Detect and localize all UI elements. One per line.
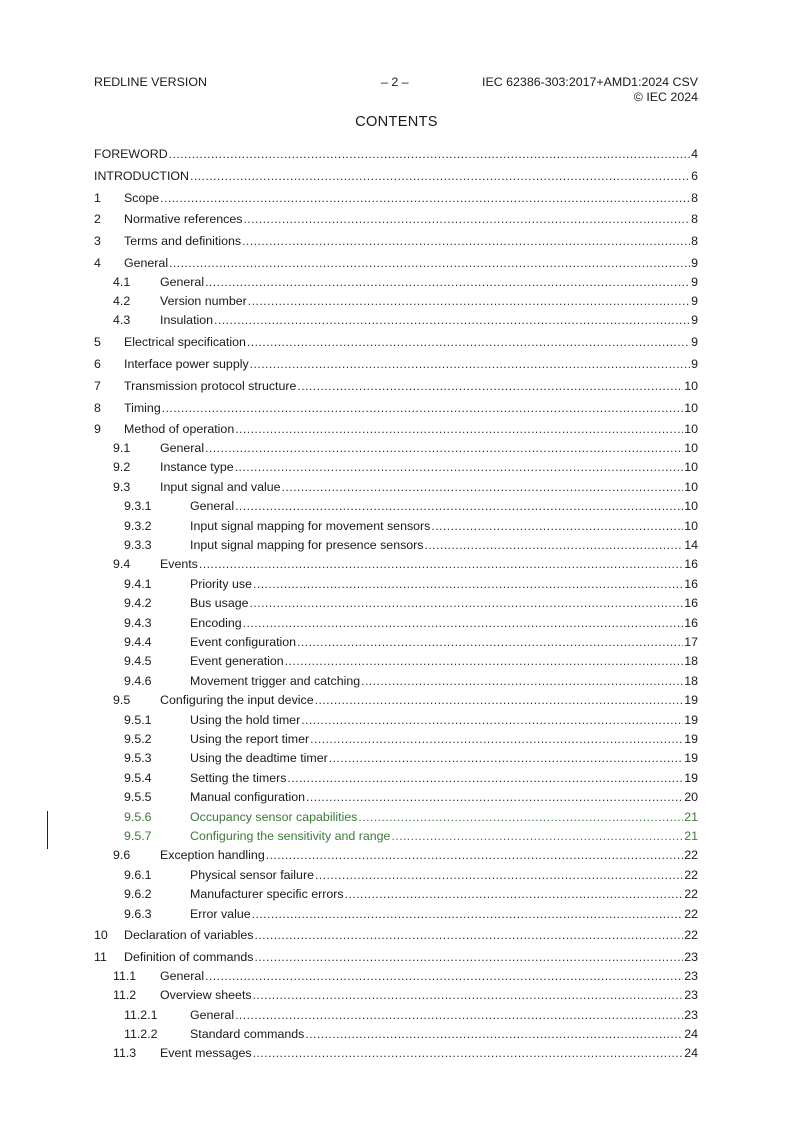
toc-entry-number: 8	[94, 400, 101, 415]
toc-entry-page-number: 22	[684, 867, 698, 882]
toc-entry-leader-line	[94, 168, 698, 184]
toc-entry-leader-line	[190, 789, 698, 805]
toc-entry-title: Event configuration	[190, 635, 297, 649]
toc-dot-leader	[205, 440, 683, 456]
toc-dot-leader	[205, 968, 683, 984]
toc-entry-number: 6	[94, 357, 101, 371]
toc-entry[interactable]	[94, 576, 698, 592]
toc-entry-number: 9.6	[113, 848, 131, 863]
toc-dot-leader	[285, 653, 684, 669]
toc-entry-number: 11.2.2	[124, 1027, 158, 1041]
toc-entry-leader-line	[190, 770, 698, 786]
toc-entry-page-number: 14	[684, 538, 698, 552]
toc-entry[interactable]	[94, 770, 698, 786]
toc-entry-title: Normative references	[124, 212, 243, 227]
toc-entry[interactable]	[94, 537, 698, 553]
toc-dot-leader	[235, 498, 683, 514]
toc-dot-leader	[301, 712, 683, 728]
toc-entry[interactable]	[94, 1007, 698, 1023]
toc-entry-page-number: 9	[691, 294, 698, 308]
toc-dot-leader	[329, 750, 683, 766]
toc-entry[interactable]	[94, 949, 698, 965]
toc-dot-leader	[253, 1045, 684, 1061]
toc-entry-leader-line	[160, 312, 698, 328]
toc-entry-leader-line	[124, 334, 698, 350]
toc-entry[interactable]	[94, 400, 698, 416]
toc-dot-leader	[250, 595, 684, 611]
toc-entry-leader-line	[160, 293, 698, 309]
header-standard-number: IEC 62386-303:2017+AMD1:2024 CSV	[482, 75, 698, 89]
toc-entry-page-number: 22	[684, 848, 698, 863]
toc-entry-title: Terms and definitions	[124, 234, 242, 249]
toc-entry-leader-line	[190, 906, 698, 922]
toc-entry-number: 11.3	[113, 1046, 137, 1061]
toc-entry-leader-line	[94, 146, 698, 162]
toc-entry[interactable]	[94, 233, 698, 249]
toc-entry-leader-line	[160, 556, 698, 572]
toc-dot-leader	[306, 789, 683, 805]
toc-dot-leader	[243, 211, 690, 227]
toc-dot-leader	[162, 400, 683, 416]
page-title: CONTENTS	[355, 114, 438, 130]
toc-entry-page-number: 16	[684, 576, 698, 591]
toc-entry-number: 9.4.4	[124, 635, 152, 649]
toc-dot-leader	[315, 867, 683, 883]
toc-entry-title: Standard commands	[190, 1027, 305, 1041]
toc-entry-page-number: 18	[684, 654, 698, 669]
toc-entry-page-number: 10	[684, 499, 698, 514]
toc-entry-page-number: 10	[684, 422, 698, 437]
toc-entry-title: Occupancy sensor capabilities	[190, 809, 358, 824]
toc-entry-title: Method of operation	[124, 422, 235, 437]
toc-entry-leader-line	[190, 712, 698, 728]
toc-entry-title: Setting the timers	[190, 770, 287, 785]
toc-dot-leader	[169, 146, 690, 162]
toc-entry-leader-line	[190, 595, 698, 611]
toc-entry-title: Manufacturer specific errors	[190, 887, 344, 902]
toc-entry-leader-line	[190, 634, 698, 650]
toc-entry-title: Movement trigger and catching	[190, 673, 361, 688]
toc-entry-leader-line	[124, 378, 698, 394]
toc-entry-leader-line	[160, 968, 698, 984]
toc-entry-number: 4.3	[113, 313, 131, 328]
toc-entry-title: Using the deadtime timer	[190, 751, 328, 766]
toc-dot-leader	[310, 731, 683, 747]
toc-entry[interactable]	[94, 378, 698, 394]
toc-entry-page-number: 9	[691, 274, 698, 289]
toc-entry[interactable]	[94, 459, 698, 475]
toc-dot-leader	[358, 809, 683, 825]
toc-entry-number: 9.4.6	[124, 673, 152, 688]
toc-entry-number: 9.6.1	[124, 867, 152, 882]
toc-entry-leader-line	[190, 886, 698, 902]
toc-entry-number: 9.5	[113, 693, 131, 708]
toc-entry-page-number: 6	[691, 168, 698, 183]
toc-entry-title: General	[160, 274, 205, 289]
toc-entry[interactable]	[94, 556, 698, 572]
toc-entry-number: 10	[94, 928, 108, 943]
toc-entry-number: 9.4	[113, 557, 131, 572]
toc-entry-page-number: 9	[691, 256, 698, 270]
toc-entry-title: Using the hold timer	[190, 712, 301, 727]
toc-dot-leader	[282, 479, 684, 495]
toc-entry-number: 9.5.3	[124, 751, 152, 766]
toc-entry-title: Interface power supply	[124, 357, 249, 371]
toc-entry-page-number: 22	[684, 928, 698, 943]
toc-entry-number: 9.5.7	[124, 829, 152, 843]
toc-entry-leader-line	[190, 809, 698, 825]
toc-entry-page-number: 20	[684, 790, 698, 805]
toc-entry[interactable]	[94, 312, 698, 328]
toc-dot-leader	[297, 378, 683, 394]
toc-entry-leader-line	[190, 750, 698, 766]
toc-entry-page-number: 8	[691, 212, 698, 227]
toc-entry-page-number: 19	[684, 732, 698, 746]
toc-entry-leader-line	[124, 356, 698, 372]
toc-entry[interactable]	[94, 440, 698, 456]
header-version-label: REDLINE VERSION	[94, 75, 207, 89]
toc-entry-page-number: 16	[684, 615, 698, 630]
toc-entry[interactable]	[94, 1045, 698, 1061]
toc-entry-title: Encoding	[190, 615, 242, 630]
toc-entry-number: 9.6.2	[124, 887, 152, 902]
toc-entry-number: 1	[94, 190, 101, 205]
toc-entry-title: Instance type	[160, 460, 234, 475]
toc-entry-title: Using the report timer	[190, 732, 310, 746]
toc-entry-title: Events	[160, 557, 198, 572]
toc-entry-leader-line	[160, 987, 698, 1003]
toc-entry-title: Priority use	[190, 576, 252, 591]
toc-entry-page-number: 22	[684, 906, 698, 921]
toc-entry[interactable]	[94, 634, 698, 650]
header-standard-id	[482, 75, 698, 105]
toc-entry-leader-line	[190, 867, 698, 883]
toc-entry-title: Event generation	[190, 654, 284, 669]
toc-entry-title: Overview sheets	[160, 988, 252, 1003]
toc-dot-leader	[169, 255, 690, 271]
toc-entry-leader-line	[160, 459, 698, 475]
toc-entry-number: 4.2	[113, 294, 131, 308]
toc-entry[interactable]	[94, 712, 698, 728]
toc-entry[interactable]	[94, 731, 698, 747]
toc-entry[interactable]	[94, 789, 698, 805]
toc-entry-leader-line	[124, 421, 698, 437]
toc-entry-number: 11.1	[113, 968, 137, 983]
toc-entry-page-number: 19	[684, 693, 698, 708]
toc-entry[interactable]	[94, 867, 698, 883]
toc-dot-leader	[160, 190, 690, 206]
toc-entry-page-number: 23	[684, 950, 698, 965]
toc-entry-number: 9.2	[113, 460, 131, 475]
toc-dot-leader	[243, 615, 684, 631]
toc-dot-leader	[253, 576, 683, 592]
toc-entry[interactable]	[94, 987, 698, 1003]
toc-entry-number: 9.1	[113, 441, 131, 455]
toc-entry-number: 9.3.2	[124, 518, 152, 533]
toc-entry-page-number: 9	[691, 313, 698, 328]
toc-entry-title: Scope	[124, 190, 160, 205]
toc-dot-leader	[242, 233, 690, 249]
toc-entry-leader-line	[190, 673, 698, 689]
toc-entry-title: Input signal mapping for presence sensors	[190, 538, 424, 552]
toc-entry-title: Manual configuration	[190, 790, 306, 805]
toc-entry[interactable]	[94, 479, 698, 495]
toc-dot-leader	[305, 1026, 683, 1042]
toc-entry-leader-line	[190, 615, 698, 631]
toc-entry-title: Transmission protocol structure	[124, 378, 297, 393]
toc-dot-leader	[254, 927, 683, 943]
toc-entry[interactable]	[94, 673, 698, 689]
toc-entry[interactable]	[94, 421, 698, 437]
toc-dot-leader	[315, 692, 684, 708]
toc-entry[interactable]	[94, 211, 698, 227]
toc-entry-page-number: 24	[684, 1027, 698, 1041]
toc-entry-title: General	[160, 968, 205, 983]
toc-entry-page-number: 17	[684, 635, 698, 649]
toc-dot-leader	[199, 556, 683, 572]
toc-entry-leader-line	[124, 949, 698, 965]
toc-entry-title: Error value	[190, 906, 251, 921]
toc-entry[interactable]	[94, 190, 698, 206]
toc-entry-page-number: 8	[691, 190, 698, 205]
toc-entry-page-number: 24	[684, 1046, 698, 1061]
toc-entry-leader-line	[124, 233, 698, 249]
toc-entry-title: Bus usage	[190, 596, 249, 611]
toc-entry-title: General	[190, 499, 235, 514]
toc-entry-page-number: 10	[684, 518, 698, 533]
toc-entry-title: Declaration of variables	[124, 928, 254, 943]
toc-entry-page-number: 23	[684, 968, 698, 983]
toc-dot-leader	[361, 673, 683, 689]
toc-dot-leader	[297, 634, 683, 650]
toc-dot-leader	[252, 906, 684, 922]
toc-entry-title: FOREWORD	[94, 147, 168, 161]
toc-entry-number: 11.2	[113, 988, 137, 1003]
toc-entry[interactable]	[94, 518, 698, 534]
toc-entry[interactable]	[94, 1026, 698, 1042]
toc-dot-leader	[235, 1007, 683, 1023]
toc-entry-number: 9.6.3	[124, 906, 152, 921]
toc-entry[interactable]	[94, 692, 698, 708]
toc-entry[interactable]	[94, 927, 698, 943]
revision-change-bar	[47, 811, 48, 849]
toc-entry-page-number: 10	[684, 460, 698, 475]
toc-entry-title: Insulation	[160, 313, 214, 328]
toc-dot-leader	[391, 828, 683, 844]
toc-entry-title: Exception handling	[160, 848, 265, 863]
toc-dot-leader	[254, 949, 683, 965]
toc-dot-leader	[287, 770, 683, 786]
toc-entry-leader-line	[160, 1045, 698, 1061]
toc-entry-number: 11.2.1	[124, 1007, 158, 1022]
toc-entry-page-number: 19	[684, 770, 698, 785]
toc-entry-title: General	[190, 1007, 235, 1022]
toc-dot-leader	[235, 459, 684, 475]
toc-entry-title: Input signal and value	[160, 479, 281, 494]
toc-entry[interactable]	[94, 356, 698, 372]
toc-entry-page-number: 16	[684, 596, 698, 611]
toc-entry-number: 7	[94, 378, 101, 393]
toc-entry[interactable]	[94, 146, 698, 162]
toc-entry-number: 9.5.4	[124, 770, 152, 785]
toc-entry-title: Definition of commands	[124, 950, 254, 965]
toc-entry-leader-line	[160, 274, 698, 290]
toc-entry-number: 9.3.1	[124, 499, 152, 514]
toc-entry-number: 5	[94, 335, 101, 350]
toc-entry-page-number: 23	[684, 1007, 698, 1022]
toc-entry-number: 3	[94, 234, 101, 249]
toc-entry-number: 9.5.2	[124, 732, 152, 746]
toc-entry-number: 11	[94, 950, 107, 965]
toc-entry-leader-line	[190, 653, 698, 669]
toc-entry-page-number: 16	[684, 557, 698, 572]
toc-entry-page-number: 23	[684, 988, 698, 1003]
toc-dot-leader	[190, 168, 690, 184]
toc-dot-leader	[248, 293, 690, 309]
toc-entry-number: 9.3.3	[124, 538, 152, 552]
toc-entry[interactable]	[94, 750, 698, 766]
toc-entry[interactable]	[94, 906, 698, 922]
toc-dot-leader	[247, 334, 690, 350]
toc-dot-leader	[253, 987, 684, 1003]
toc-entry-title: Input signal mapping for movement sensors	[190, 518, 431, 533]
toc-entry-title: Timing	[124, 400, 161, 415]
toc-entry-number: 9.5.1	[124, 712, 152, 727]
toc-entry-number: 4.1	[113, 274, 131, 289]
toc-entry[interactable]	[94, 168, 698, 184]
toc-entry-page-number: 8	[691, 234, 698, 249]
toc-entry[interactable]	[94, 274, 698, 290]
toc-entry-leader-line	[160, 847, 698, 863]
toc-entry[interactable]	[94, 886, 698, 902]
toc-entry[interactable]	[94, 828, 698, 844]
toc-entry-number: 2	[94, 212, 101, 227]
toc-entry-number: 9.5.5	[124, 790, 152, 805]
toc-entry-page-number: 4	[691, 147, 698, 161]
toc-entry-leader-line	[190, 498, 698, 514]
toc-dot-leader	[235, 421, 683, 437]
toc-entry-page-number: 10	[684, 441, 698, 455]
toc-entry-leader-line	[160, 692, 698, 708]
toc-entry[interactable]	[94, 595, 698, 611]
toc-entry[interactable]	[94, 255, 698, 271]
header-copyright: © IEC 2024	[633, 90, 698, 104]
toc-entry-number: 9.4.3	[124, 615, 152, 630]
toc-entry-title: General	[160, 441, 205, 455]
toc-entry-leader-line	[124, 927, 698, 943]
toc-entry[interactable]	[94, 968, 698, 984]
toc-entry[interactable]	[94, 847, 698, 863]
toc-entry-title: INTRODUCTION	[94, 168, 189, 183]
toc-entry-page-number: 10	[684, 378, 698, 393]
toc-entry-title: Electrical specification	[124, 335, 246, 350]
toc-entry-title: Event messages	[160, 1046, 252, 1061]
header-page-number: – 2 –	[381, 75, 409, 89]
toc-entry-number: 9.4.1	[124, 576, 152, 591]
toc-entry-title: Configuring the sensitivity and range	[190, 829, 391, 843]
toc-entry[interactable]	[94, 653, 698, 669]
toc-entry-leader-line	[190, 731, 698, 747]
toc-entry-page-number: 19	[684, 751, 698, 766]
toc-entry-title: Physical sensor failure	[190, 867, 314, 882]
toc-entry-leader-line	[190, 518, 698, 534]
toc-entry[interactable]	[94, 615, 698, 631]
toc-dot-leader	[345, 886, 684, 902]
toc-entry-leader-line	[190, 1007, 698, 1023]
toc-entry-page-number: 10	[684, 400, 698, 415]
toc-entry-number: 9.4.5	[124, 654, 152, 669]
toc-entry-number: 4	[94, 256, 101, 270]
toc-entry-page-number: 21	[684, 809, 698, 824]
toc-entry[interactable]	[94, 498, 698, 514]
toc-entry-number: 9.4.2	[124, 596, 152, 611]
toc-entry-leader-line	[124, 400, 698, 416]
toc-dot-leader	[431, 518, 683, 534]
toc-dot-leader	[266, 847, 683, 863]
toc-entry-page-number: 19	[684, 712, 698, 727]
toc-entry-leader-line	[124, 255, 698, 271]
page-header	[94, 74, 698, 110]
toc-entry-leader-line	[190, 828, 698, 844]
toc-entry-leader-line	[160, 440, 698, 456]
toc-entry-number: 9.3	[113, 479, 131, 494]
toc-entry-title: Version number	[160, 294, 247, 308]
toc-entry-leader-line	[190, 537, 698, 553]
toc-entry[interactable]	[94, 293, 698, 309]
toc-entry-page-number: 10	[684, 479, 698, 494]
toc-dot-leader	[214, 312, 690, 328]
toc-entry[interactable]	[94, 334, 698, 350]
toc-entry-leader-line	[190, 576, 698, 592]
toc-entry-page-number: 18	[684, 673, 698, 688]
toc-entry-leader-line	[124, 190, 698, 206]
toc-entry-title: Configuring the input device	[160, 693, 314, 708]
toc-entry-page-number: 21	[684, 829, 698, 843]
toc-dot-leader	[425, 537, 684, 553]
toc-dot-leader	[205, 274, 690, 290]
toc-dot-leader	[250, 356, 690, 372]
toc-entry-leader-line	[160, 479, 698, 495]
toc-entry-leader-line	[124, 211, 698, 227]
toc-entry[interactable]	[94, 809, 698, 825]
toc-entry-leader-line	[190, 1026, 698, 1042]
toc-entry-title: General	[124, 256, 169, 270]
toc-entry-number: 9	[94, 422, 101, 437]
toc-entry-number: 9.5.6	[124, 809, 152, 824]
toc-entry-page-number: 9	[691, 357, 698, 371]
toc-entry-page-number: 22	[684, 887, 698, 902]
toc-entry-page-number: 9	[691, 335, 698, 350]
